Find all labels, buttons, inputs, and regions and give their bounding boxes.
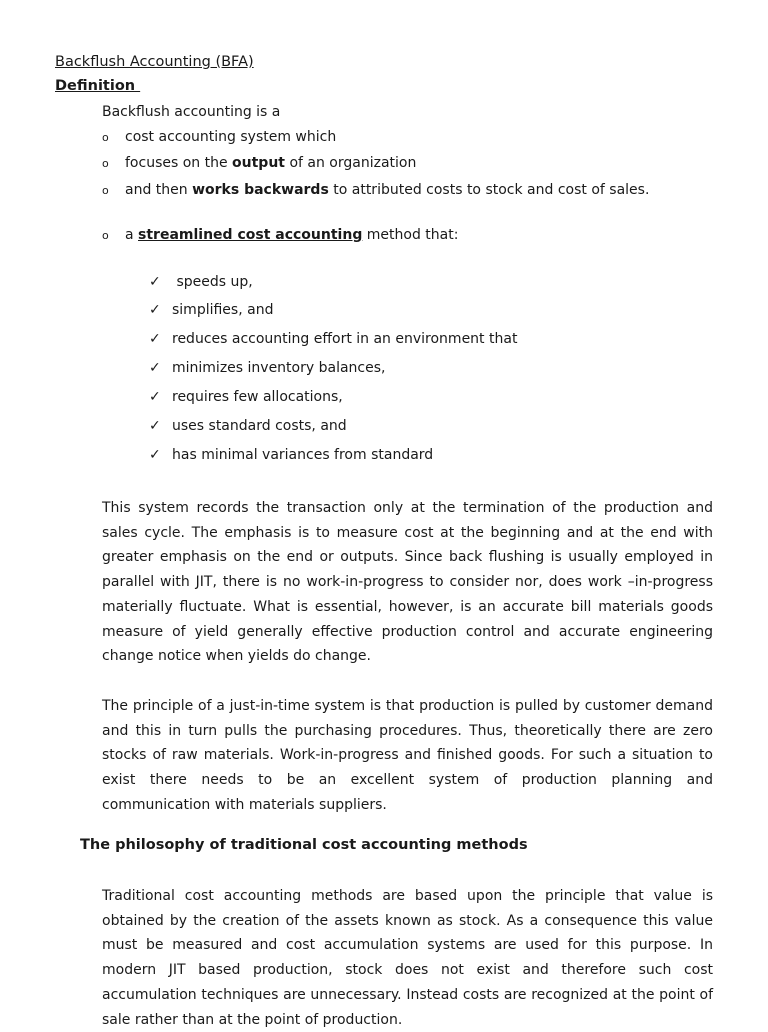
list-item: o cost accounting system which [102, 129, 337, 145]
checklist-item: ✓ has minimal variances from standard [149, 447, 434, 463]
paragraph: This system records the transaction only at the termination of the production and sales cycle. The emphasis is to measure cost at the beginning and at the end with greater emphasis on the end or outputs. Since back flushing is usually employed in parallel with JIT, there is no work-in-progress to consider nor, does work –in-progress materially fluctuate. What is essential, however, is an accurate bill materials goods measure of yield generally effective production control and accurate engineering change notice when yields do change. [102, 500, 713, 665]
checklist-item: ✓ requires few allocations, [149, 389, 343, 405]
checklist-item: ✓ simplifies, and [149, 302, 274, 318]
check-icon: ✓ [149, 274, 161, 290]
checklist-item: ✓ uses standard costs, and [149, 418, 347, 434]
bullet-marker: o [102, 184, 109, 197]
check-icon: ✓ [149, 302, 161, 318]
bullet-marker: o [102, 229, 109, 242]
check-icon: ✓ [149, 447, 161, 463]
check-icon: ✓ [149, 418, 161, 434]
document-title: Backflush Accounting (BFA) [55, 54, 254, 70]
list-item: o a streamlined cost accounting method that: [102, 227, 459, 243]
definition-heading: Definition [55, 78, 141, 94]
paragraph: The principle of a just-in-time system is that production is pulled by customer demand and this in turn pulls the purchasing procedures. Thus, theoretically there are zero stocks of raw materials. Work-in-progress and finished goods. For such a situation to exist there needs to be an excellent system of production planning and communication with materials suppliers. [102, 698, 713, 813]
checklist-item: ✓ minimizes inventory balances, [149, 360, 386, 376]
list-item: o and then works backwards to attributed costs to stock and cost of sales. [102, 182, 650, 198]
check-icon: ✓ [149, 360, 161, 376]
check-icon: ✓ [149, 389, 161, 405]
list-item: o focuses on the output of an organization [102, 155, 417, 171]
checklist-item: ✓ reduces accounting effort in an environment that [149, 331, 518, 347]
checklist-item: ✓ speeds up, [149, 274, 253, 290]
bullet-marker: o [102, 131, 109, 144]
section-heading: The philosophy of traditional cost accounting methods [80, 837, 528, 853]
intro-text: Backflush accounting is a [102, 104, 281, 120]
bullet-marker: o [102, 157, 109, 170]
check-icon: ✓ [149, 331, 161, 347]
paragraph: Traditional cost accounting methods are based upon the principle that value is obtained by the creation of the assets known as stock. As a consequence this value must be measured and cost accumulation systems are used for this purpose. In modern JIT based production, stock does not exist and therefore such cost accumulation techniques are unnecessary. Instead costs are recognized at the point of sale rather than at the point of production. [102, 888, 713, 1028]
